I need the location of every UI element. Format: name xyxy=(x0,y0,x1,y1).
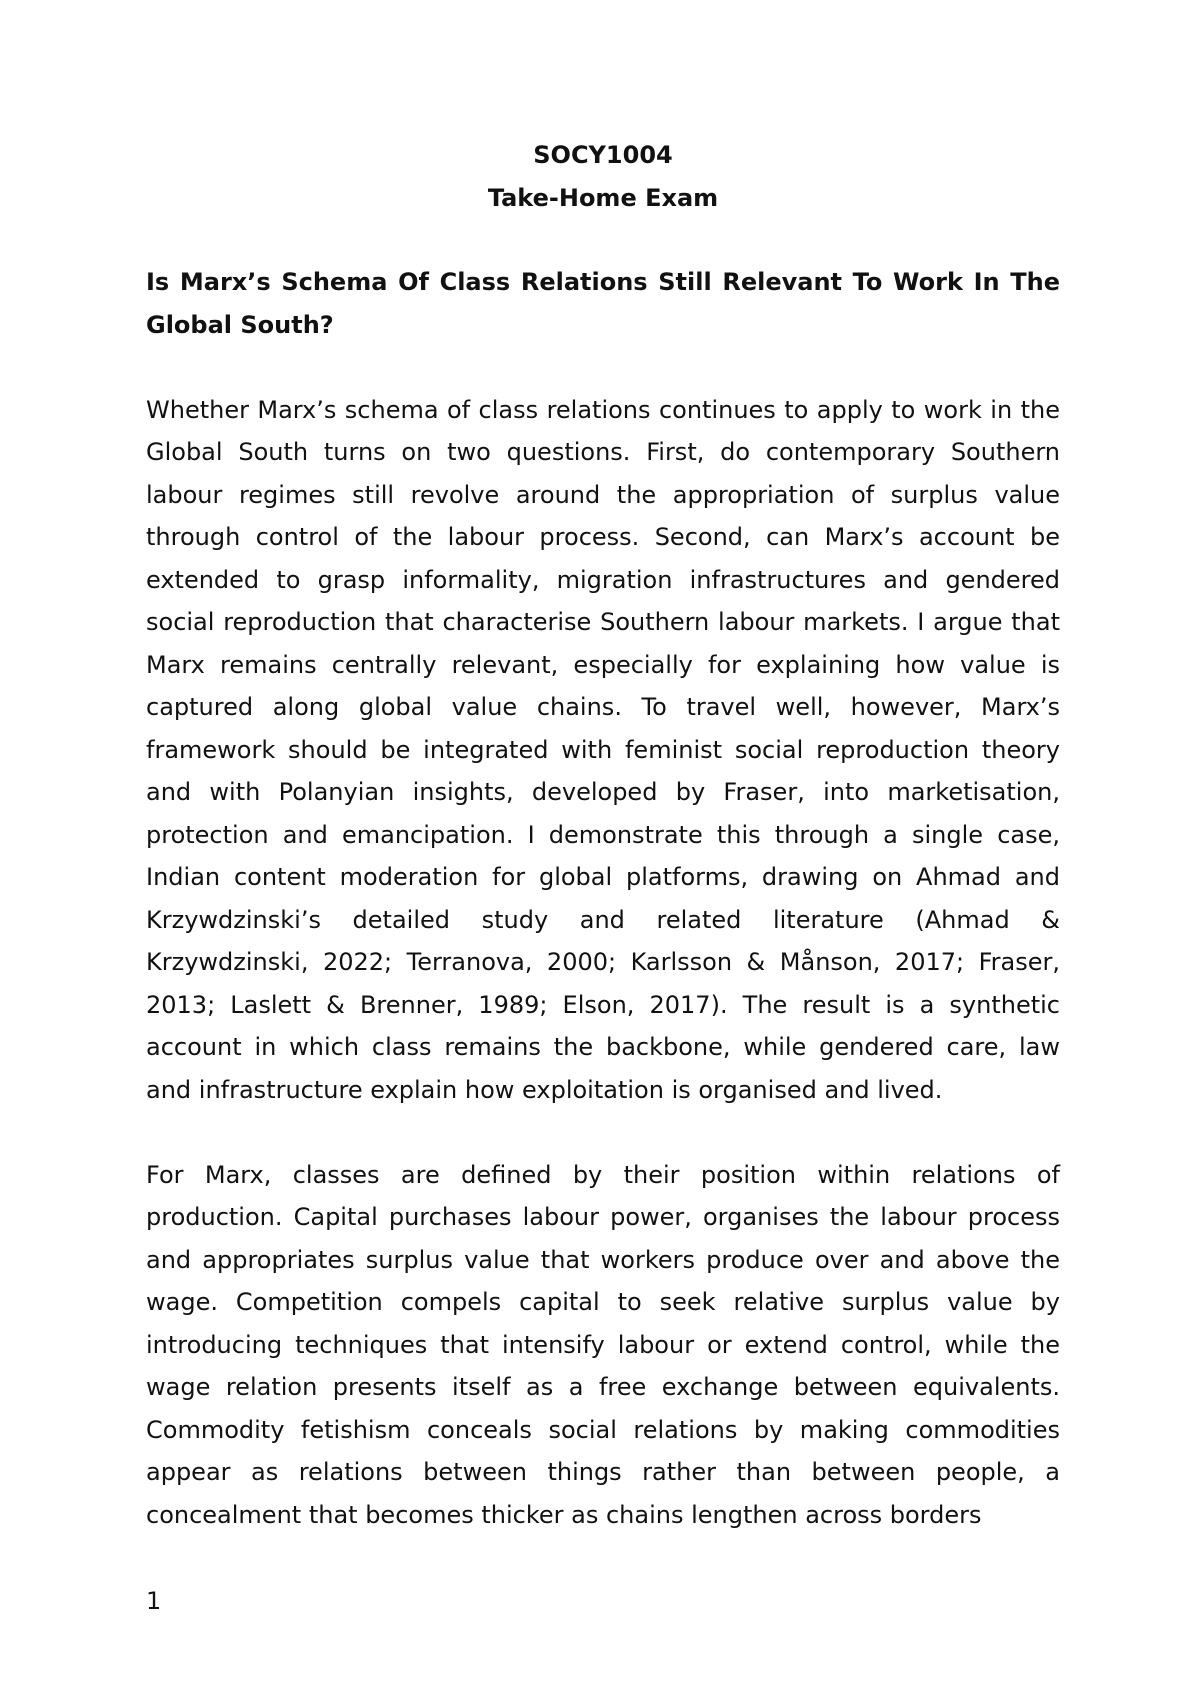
paragraph-intro: Whether Marx’s schema of class relations continues to apply to work in the Global South turns on two questions. First, do contemporary Southern labour regimes still revolve around the appropriation of surplus value through control of the labour process. Second, can Marx’s account be extended to grasp informality, migration infrastructures and gendered social reproduction that characterise Southern labour markets. I argue that Marx remains centrally relevant, especially for explaining how value is captured along global value chains. To travel well, however, Marx’s framework should be integrated with feminist social reproduction theory and with Polanyian insights, developed by Fraser, into marketisation, protection and emancipation. I demonstrate this through a single case, Indian content moderation for global platforms, drawing on Ahmad and Krzywdzinski’s detailed study and related literature (Ahmad & Krzywdzinski, 2022; Terranova, 2000; Karlsson & Månson, 2017; Fraser, 2013; Laslett & Brenner, 1989; Elson, 2017). The result is a synthetic account in which class remains the backbone, while gendered care, law and infrastructure explain how exploitation is organised and lived. xyxy=(146,395,1060,1104)
essay-title: Is Marx’s Schema Of Class Relations Still Relevant To Work In The Global South? xyxy=(146,268,1060,339)
document-page xyxy=(146,134,1060,1536)
page-number: 1 xyxy=(146,1587,162,1615)
exam-subtitle: Take-Home Exam xyxy=(487,183,719,212)
course-code: SOCY1004 xyxy=(533,141,673,169)
paragraph-marx-classes: For Marx, classes are defined by their position within relations of production. Capital purchases labour power, organises the labour process and appropriates surplus value that workers produce over and above the wage. Competition compels capital to seek relative surplus value by introducing techniques that intensify labour or extend control, while the wage relation presents itself as a free exchange between equivalents. Commodity fetishism conceals social relations by making commodities appear as relations between things rather than between people, a concealment that becomes thicker as chains lengthen across borders xyxy=(146,1160,1060,1529)
